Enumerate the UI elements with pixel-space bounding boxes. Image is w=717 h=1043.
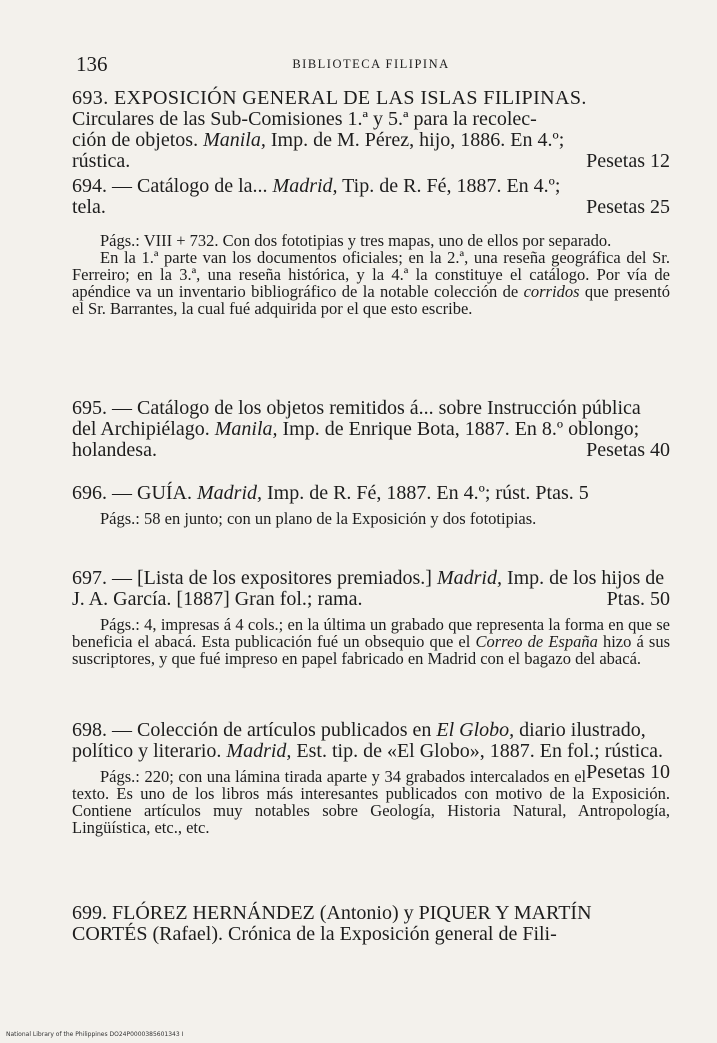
binding: tela. — [72, 196, 106, 218]
text: hizo á sus suscriptores, y que fué impreso en papel fabricado en Madrid con el bagazo del abacá. — [72, 632, 670, 668]
text: Imp. de los hijos de J. A. García. [1887] Gran fol.; rama. — [72, 567, 665, 610]
text: Págs.: 4, impresas á 4 cols.; en la última un grabado que representa la forma en que se beneficia el abacá. Esta publicación fué un obsequio que el — [72, 615, 670, 651]
entry-696-text — [72, 483, 670, 504]
entry-title: EXPOSICIÓN GENERAL DE LAS ISLAS FILIPINAS. — [114, 87, 587, 109]
entry-number: 694. — [72, 175, 107, 197]
entry-number: 699. — [72, 902, 107, 924]
entry-694-note1: Págs.: VIII + 732. Con dos fototipias y tres mapas, uno de ellos por separado. — [100, 231, 612, 250]
entry-697-note — [72, 616, 670, 667]
text: Imp. de M. Pérez, hijo, 1886. En 4.º; — [265, 129, 565, 151]
entry-696 — [72, 483, 670, 527]
entry-698-note: Págs.: 220; con una lámina tirada aparte y 34 grabados intercalados en el texto. Es uno de los libros más interesantes publicados con motivo de la Exposición. Contiene artículos muy notables sobre Geología, Historia Natural, Antropología, Lingüística, etc., etc. — [72, 767, 670, 837]
entry-693-line3 — [72, 130, 670, 151]
entry-699 — [72, 903, 670, 945]
text: FLÓREZ HERNÁNDEZ (Antonio) y PIQUER Y MARTÍN CORTÉS (Rafael). Crónica de la Exposición general de Fili- — [72, 902, 592, 945]
text: En la 1.ª parte van los documentos oficiales; en la 2.ª, una reseña geográfica del Sr. Ferreiro; en la 3.ª, una reseña histórica, y la 4.ª la constituye el catálogo. Por vía de apéndice va un inventario bibliográfico de la notable colección de — [72, 248, 670, 301]
price: Pesetas 25 — [586, 196, 670, 218]
entry-number: 695. — [72, 397, 107, 419]
price: Pesetas 40 — [586, 439, 670, 461]
entry-695 — [72, 398, 670, 461]
text: que presentó el Sr. Barrantes, la cual fué adquirida por el que esto escribe. — [72, 282, 670, 318]
entry-694-line2 — [72, 197, 670, 218]
page-number: 136 — [76, 52, 108, 76]
text: diario ilustrado, político y literario. — [72, 719, 646, 762]
entry-694-line1 — [72, 176, 670, 197]
place: Madrid, — [197, 482, 262, 504]
entry-693 — [72, 88, 670, 172]
text: — [Lista de los expositores premiados.] — [107, 567, 437, 589]
page-header — [76, 52, 666, 78]
text: — Colección de artículos publicados en — [107, 719, 437, 741]
price: Pesetas 12 — [586, 150, 670, 172]
entry-695-text — [72, 398, 670, 461]
place: Manila, — [203, 129, 266, 151]
place: Manila, — [214, 418, 278, 440]
place: Madrid, — [226, 740, 292, 762]
text: — Catálogo de la... — [107, 175, 273, 197]
binding: rústica. — [72, 150, 131, 172]
entry-number: 698. — [72, 719, 107, 741]
entry-698-text — [72, 719, 670, 783]
entry-694-note2 — [72, 249, 670, 317]
entry-694 — [72, 176, 670, 317]
scan-credit: National Library of the Philippines DO24P0000385601343 I — [6, 1031, 184, 1038]
italic-term: Correo de España — [475, 632, 598, 651]
entry-693-line2: Circulares de las Sub-Comisiones 1.ª y 5.ª para la recolec- — [72, 108, 537, 130]
entry-696-note: Págs.: 58 en junto; con un plano de la Exposición y dos fototipias. — [100, 509, 537, 528]
entry-number: 697. — [72, 567, 107, 589]
periodical: El Globo, — [436, 719, 515, 741]
text: Tip. de R. Fé, 1887. En 4.º; — [337, 175, 561, 197]
entry-699-text — [72, 903, 670, 945]
running-title: BIBLIOTECA FILIPINA — [292, 57, 450, 71]
entry-number: 696. — [72, 482, 107, 504]
italic-term: corridos — [523, 282, 580, 301]
text: — GUÍA. — [107, 482, 197, 504]
place: Madrid, — [436, 567, 502, 589]
entry-697 — [72, 568, 670, 667]
text: — Catálogo de los objetos remitidos á... sobre Instrucción pública del Archipiélago. — [72, 397, 641, 440]
entry-698 — [72, 720, 670, 836]
entry-693-line1 — [72, 88, 670, 109]
price: Pesetas 10 — [586, 761, 670, 783]
text: Imp. de R. Fé, 1887. En 4.º; rúst. Ptas. 5 — [262, 482, 589, 504]
entry-693-line4 — [72, 151, 670, 172]
text: Imp. de Enrique Bota, 1887. En 8.º oblongo; holandesa. — [72, 418, 640, 461]
place: Madrid, — [272, 175, 338, 197]
text: ción de objetos. — [72, 129, 204, 151]
entry-number: 693. — [72, 87, 109, 109]
text: Est. tip. de «El Globo», 1887. En fol.; rústica. — [291, 740, 664, 762]
entry-697-text — [72, 568, 670, 610]
price: Ptas. 50 — [606, 588, 670, 610]
